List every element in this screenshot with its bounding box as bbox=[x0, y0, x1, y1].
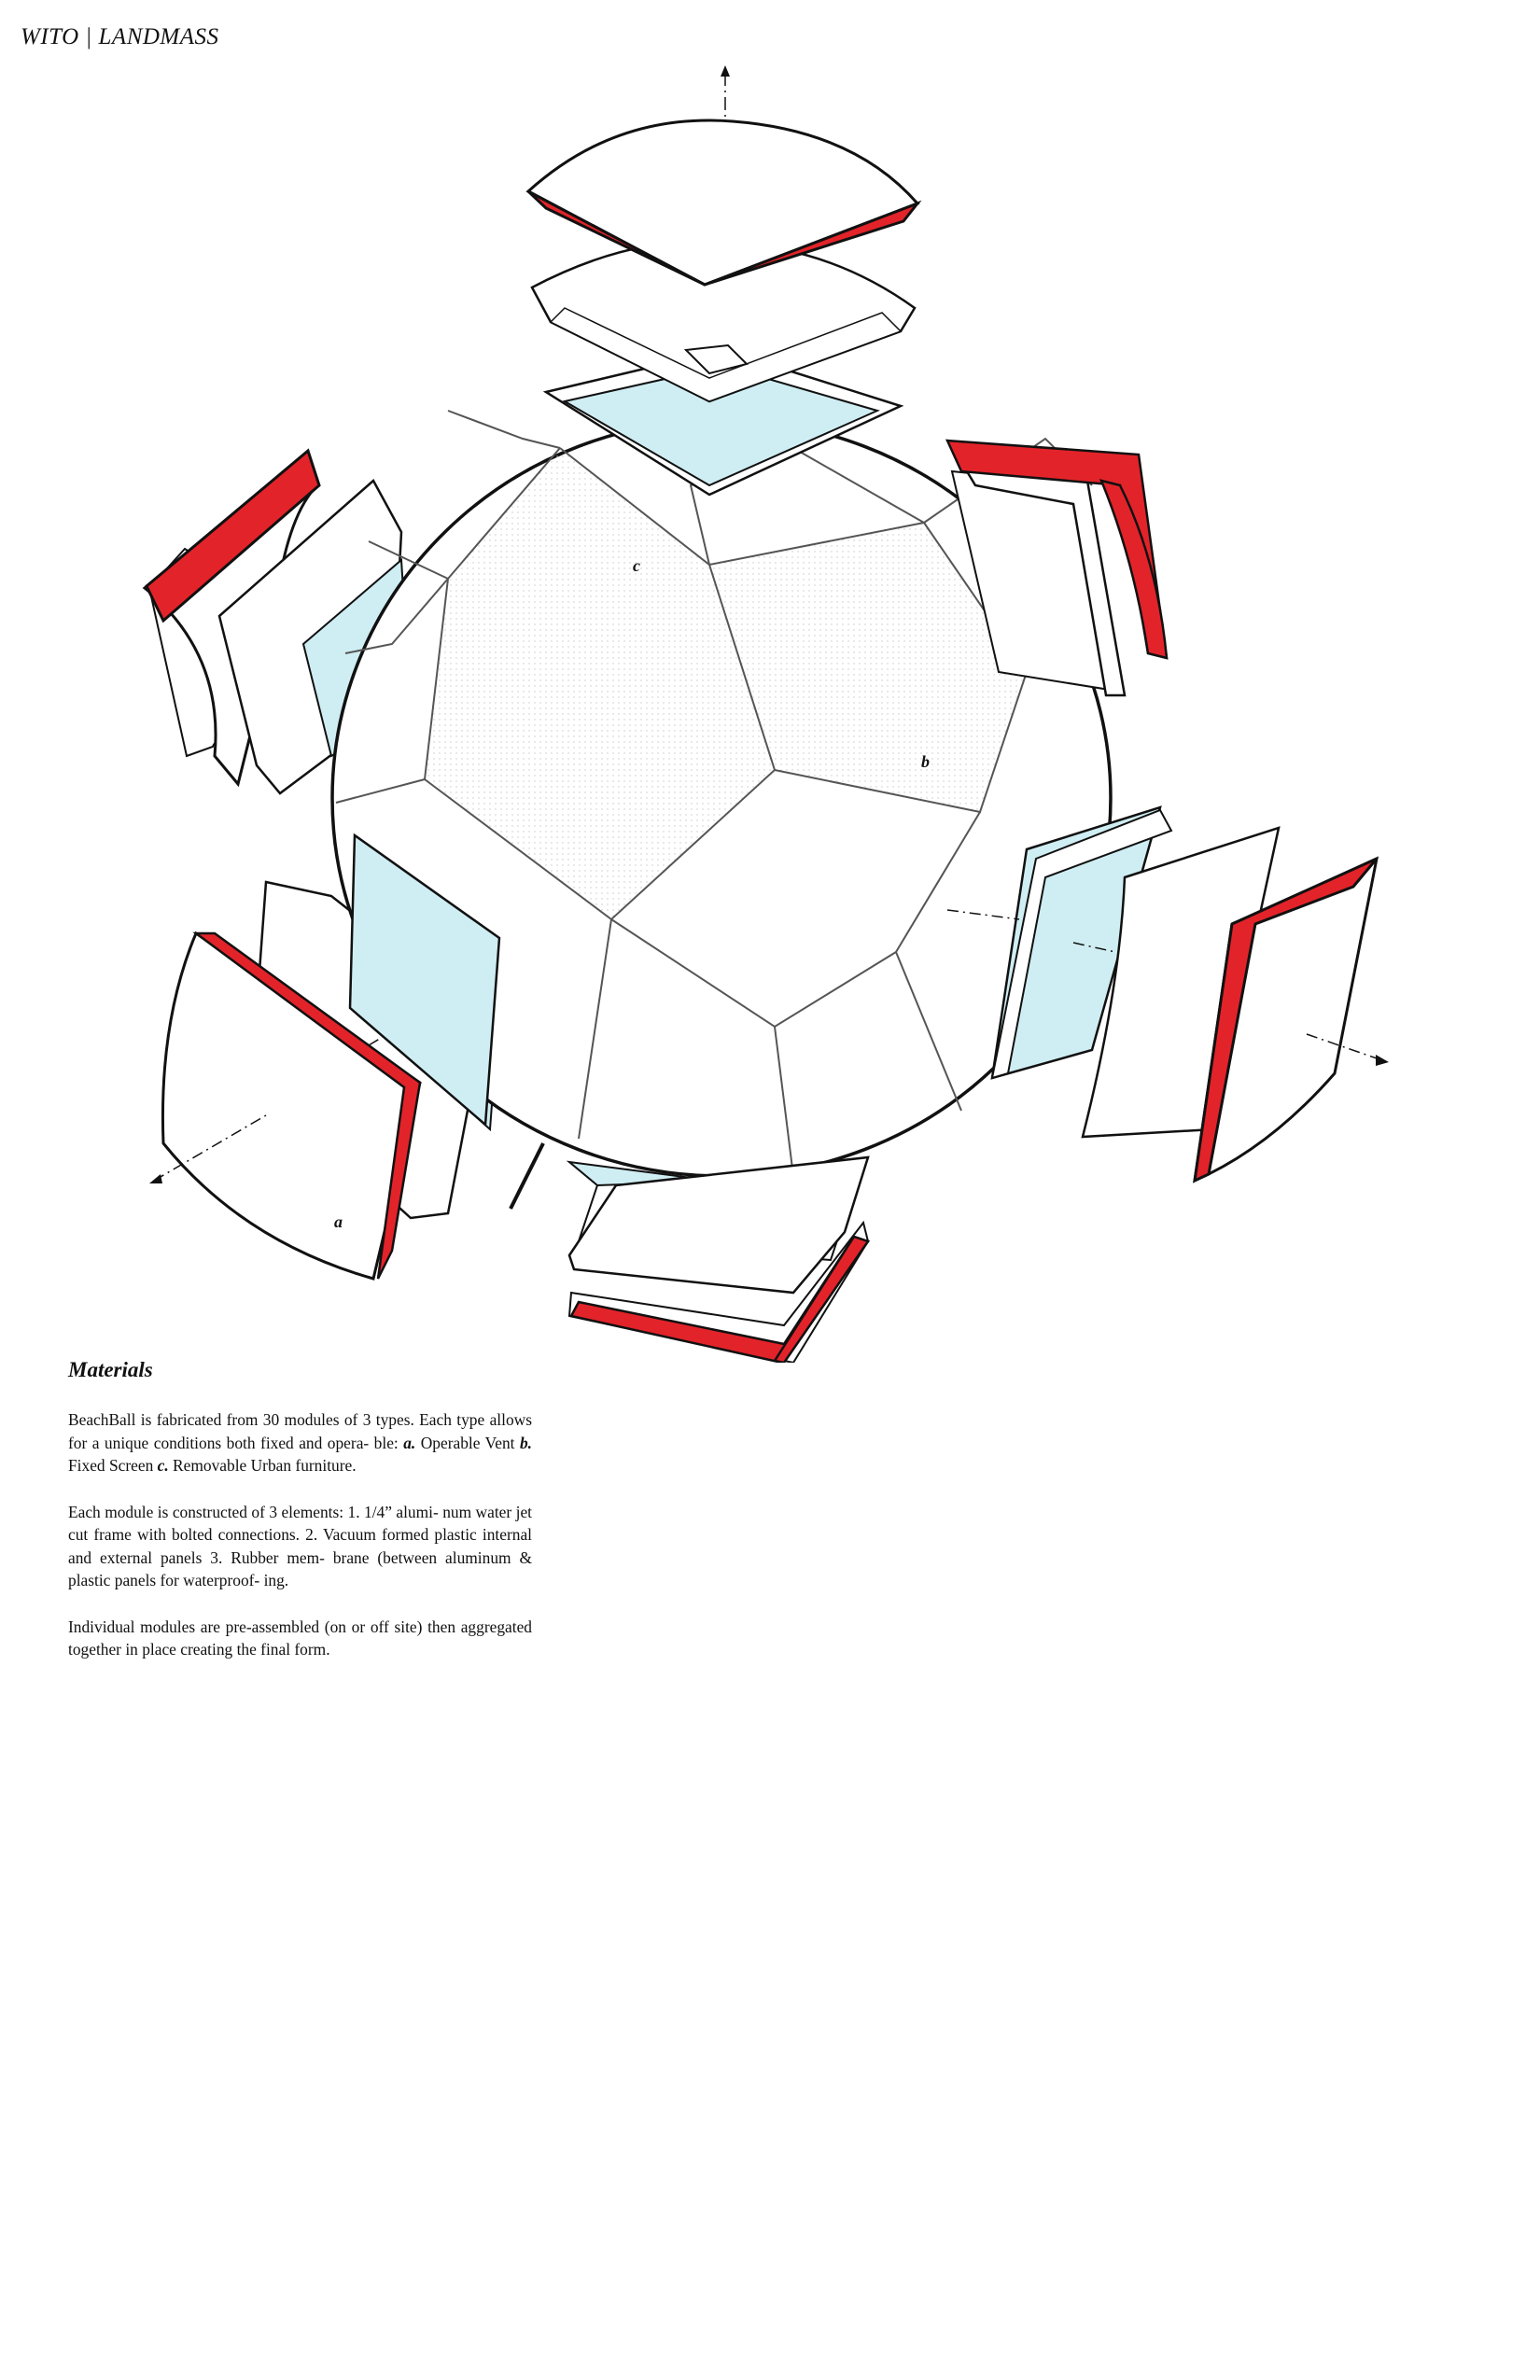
top-module-exploded bbox=[528, 120, 917, 495]
materials-p1-text-a: BeachBall is fabricated from 30 modules of 3 types. Each type allows for a unique conditions both fixed and opera- ble: bbox=[68, 1410, 532, 1452]
materials-section bbox=[68, 1358, 532, 1685]
label-c: c bbox=[633, 556, 640, 575]
label-b: b bbox=[921, 752, 930, 771]
label-a: a bbox=[334, 1212, 343, 1231]
materials-paragraph-2: Each module is constructed of 3 elements: 1. 1/4” alumi- num water jet cut frame with bolted connections. 2. Vacuum formed plastic internal and external panels 3. Rubber mem- brane (between aluminum & plastic panels for waterproof- ing. bbox=[68, 1502, 532, 1589]
materials-p1-label-b: b. bbox=[519, 1433, 532, 1452]
page-title: WITO | LANDMASS bbox=[21, 24, 219, 49]
materials-p1-label-a: a. bbox=[403, 1433, 416, 1452]
materials-p1-text-c: Fixed Screen bbox=[68, 1456, 158, 1475]
materials-paragraph-3: Individual modules are pre-assembled (on or off site) then aggregated together in place creating the final form. bbox=[68, 1617, 532, 1659]
materials-p1-text-d: Removable Urban furniture. bbox=[168, 1456, 357, 1475]
materials-heading: Materials bbox=[68, 1358, 153, 1381]
bottom-module-exploded bbox=[569, 1157, 868, 1363]
materials-p1-label-c: c. bbox=[157, 1456, 169, 1475]
materials-paragraph-1 bbox=[68, 1408, 532, 1477]
materials-p1-text-b: Operable Vent bbox=[415, 1433, 520, 1452]
